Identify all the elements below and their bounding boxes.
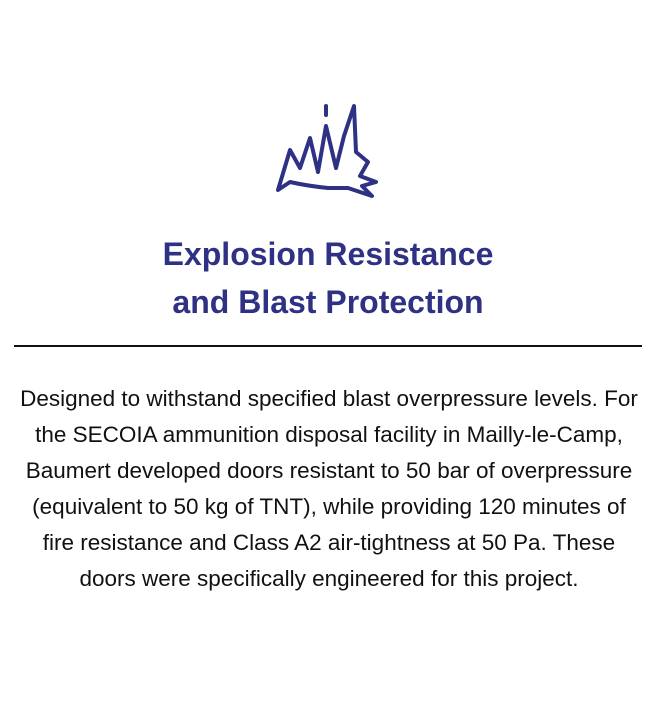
- feature-title: [0, 230, 656, 326]
- feature-description: Designed to withstand specified blast overpressure levels. For the SECOIA ammunition disposal facility in Mailly-le-Camp, Baumert developed doors resistant to 50 bar of overpressure (equivalent to 50 kg of TNT), while providing 120 minutes of fire resistance and Class A2 air-tightness at 50 Pa. These doors were specifically engineered for this project.: [20, 386, 638, 591]
- explosion-icon: [268, 100, 388, 204]
- feature-title-line-1: Explosion Resistance: [162, 236, 494, 272]
- divider: [14, 345, 642, 347]
- feature-title-line-2: and Blast Protection: [172, 284, 484, 320]
